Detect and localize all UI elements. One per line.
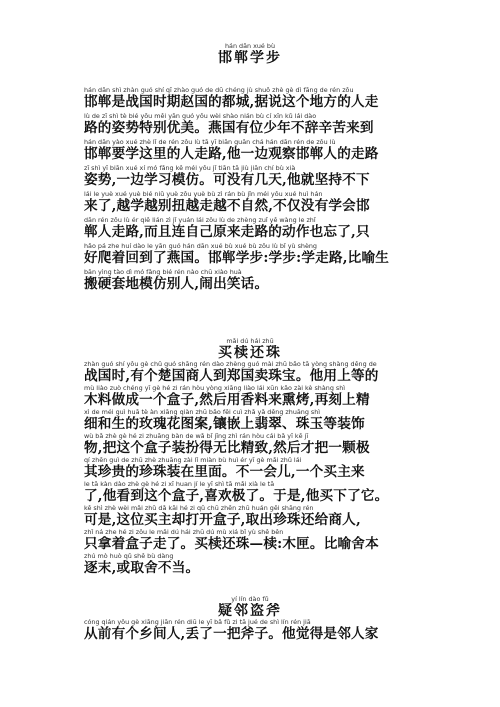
line-pinyin: dān rén zǒu lù ér qiě lián zì jǐ yuán lái zǒu lù de zhèng zuǐ yě wàng le zhǐ xyxy=(84,217,316,224)
line-pinyin: xì de méi guì huā tè àn xiāng qiàn zhū bǎo fěi cuì zhǎ yǎ děng zhuāng shì xyxy=(84,409,321,416)
line-text: 郸人走路,而且连自己原来走路的动作也忘了,只 xyxy=(84,224,370,240)
text-line xyxy=(0,385,500,408)
line-text: 搬硬套地模仿别人,闹出笑话。 xyxy=(84,276,269,292)
text-line xyxy=(0,529,500,552)
line-pinyin: mù liào zuò chéng yī gè hé zi rán hòu yòng xiāng liào lái xūn kǎo zài kè shàng shì xyxy=(84,385,346,392)
title-pinyin: mǎi dú hái zhū xyxy=(226,338,274,345)
story-title: 买椟还珠 xyxy=(218,345,282,361)
line-pinyin: zhú mò huò qǔ shě bù dàng xyxy=(84,553,174,560)
line-text: 邯郸是战国时期赵国的都城,据说这个地方的人走 xyxy=(84,94,379,110)
line-text: 其珍贵的珍珠装在里面。不一会儿,一个买主来 xyxy=(84,464,365,480)
line-text: 了,他看到这个盒子,喜欢极了。于是,他买下了它。 xyxy=(84,488,389,504)
text-line xyxy=(0,433,500,456)
text-line xyxy=(0,165,500,188)
line-pinyin: zī shì yī biān xué xí mó fǎng kě méi yǒu jǐ tiān tā jiù jiān chí bù xià xyxy=(84,165,296,172)
line-pinyin: hán dān yào xué zhè lǐ de rén zǒu lù tā yī biān guān chá hán dān rén de zǒu lù xyxy=(84,139,336,146)
line-text: 姿势,一边学习模仿。可没有几天,他就坚持不下 xyxy=(84,172,370,188)
line-pinyin: le tā kàn dào zhè gè hé zi xī huan jí le yī shì tā mǎi xià le tā xyxy=(84,481,275,488)
text-line xyxy=(0,269,500,292)
title-pinyin: hán dān xué bù xyxy=(224,43,275,50)
line-pinyin: zhàn guó shí yǒu gè chǔ guó shāng rén dào zhèng guó mài zhū bǎo tā yòng shàng děng de xyxy=(84,361,377,368)
story-title-block xyxy=(0,596,500,619)
line-text: 逐末,或取舍不当。 xyxy=(84,560,200,576)
line-pinyin: bān yìng tào dì mó fǎng bié rén nào chū xiào huà xyxy=(84,269,242,276)
line-text: 从前有个乡间人,丢了一把斧子。他觉得是邻人家 xyxy=(84,626,379,642)
text-line xyxy=(0,457,500,480)
text-line xyxy=(0,619,500,642)
story-title-block xyxy=(0,338,500,361)
line-pinyin: wù bǎ zhè gè hé zi zhuāng bàn de wǎ bǐ jīng zhì rán hòu cái bǎ yī kē jī xyxy=(84,433,309,440)
line-text: 路的姿势特别优美。燕国有位少年不辞辛苦来到 xyxy=(84,120,374,136)
text-line xyxy=(0,553,500,576)
line-text: 战国时,有个楚国商人到郑国卖珠宝。他用上等的 xyxy=(84,368,379,384)
line-pinyin: zhǐ ná zhe hé zi zǒu le mǎi dú hái zhū dú mù xiá bǐ yù shě běn xyxy=(84,529,284,536)
story-title-block xyxy=(0,43,500,66)
story-title: 疑邻盗斧 xyxy=(218,603,282,619)
line-pinyin: lù de zī shì tè bié yōu měi yān guó yǒu wèi shào nián bù cí xīn kǔ lái dào xyxy=(84,113,317,120)
text-line xyxy=(0,217,500,240)
line-text: 只拿着盒子走了。买椟还珠—椟:木匣。比喻舍本 xyxy=(84,536,379,552)
text-line xyxy=(0,361,500,384)
text-line xyxy=(0,505,500,528)
text-line xyxy=(0,139,500,162)
line-text: 木料做成一个盒子,然后用香料来熏烤,再刻上精 xyxy=(84,392,370,408)
line-text: 邯郸要学这里的人走路,他一边观察邯郸人的走路 xyxy=(84,146,379,162)
line-pinyin: qí zhēn guì de zhū zhè zhuāng zài lǐ miàn bù huì ér yī gè mǎi zhǔ lái xyxy=(84,457,302,464)
line-pinyin: lái le yuè xué yuè bié niǔ yuè zǒu yuè bù zì rán bù jǐn méi yǒu xué huì hán xyxy=(84,191,323,198)
text-line xyxy=(0,243,500,266)
text-line xyxy=(0,87,500,110)
line-pinyin: hán dān shì zhàn guó shí qī zhào guó de dū chéng jù shuō zhè gè dì fāng de rén zǒu xyxy=(84,87,354,94)
text-line xyxy=(0,481,500,504)
line-pinyin: hǎo pá zhe huí dào le yān guó hán dān xué bù xué bù zǒu lù bǐ yù shèng xyxy=(84,243,317,250)
line-text: 好爬着回到了燕国。邯郸学步:学步:学走路,比喻生 xyxy=(84,250,390,266)
line-text: 可是,这位买主却打开盒子,取出珍珠还给商人, xyxy=(84,512,361,528)
line-pinyin: kě shì zhè wèi mǎi zhǔ dǎ kāi hé zi qǔ chū zhēn zhū huán gěi shāng rén xyxy=(84,505,314,512)
line-text: 细和生的玫瑰花图案,镶嵌上翡翠、珠玉等装饰 xyxy=(84,416,365,432)
title-pinyin: yí lín dào fǔ xyxy=(231,596,269,603)
story-title: 邯郸学步 xyxy=(218,50,282,66)
text-line xyxy=(0,409,500,432)
text-line xyxy=(0,191,500,214)
line-text: 物,把这个盒子装扮得无比精致,然后才把一颗极 xyxy=(84,440,370,456)
line-text: 来了,越学越别扭越走越不自然,不仅没有学会邯 xyxy=(84,198,370,214)
text-line xyxy=(0,113,500,136)
line-pinyin: cóng qián yǒu gè xiāng jiān rén diū le yī bǎ fǔ zi tā jué de shì lín rén jiā xyxy=(84,619,311,626)
